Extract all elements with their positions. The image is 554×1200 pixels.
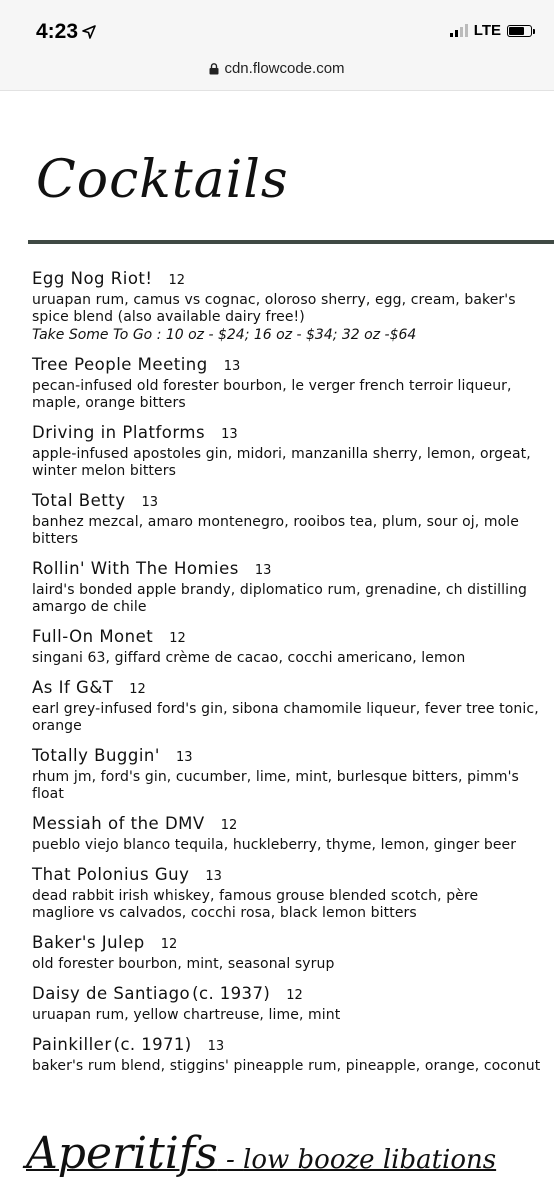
menu-item-name: As If G&T bbox=[32, 678, 114, 697]
menu-item bbox=[32, 677, 542, 735]
url-bar[interactable] bbox=[0, 60, 554, 77]
menu-item-header bbox=[32, 268, 542, 292]
menu-item-price: 13 bbox=[141, 495, 159, 510]
status-time: 4:23 bbox=[36, 20, 96, 44]
aperitifs-separator: - bbox=[217, 1145, 244, 1175]
browser-chrome bbox=[0, 0, 554, 91]
url-text: cdn.flowcode.com bbox=[224, 60, 345, 77]
menu-item-description: rhum jm, ford's gin, cucumber, lime, mint, burlesque bitters, pimm's float bbox=[32, 769, 519, 802]
menu-item-description: uruapan rum, camus vs cognac, oloroso sherry, egg, cream, baker's spice blend (also available dairy free!) bbox=[32, 292, 516, 325]
menu-item-description: dead rabbit irish whiskey, famous grouse blended scotch, père magliore vs calvados, cocchi rosa, black lemon bitters bbox=[32, 888, 479, 921]
status-indicators bbox=[450, 22, 532, 39]
menu-item bbox=[32, 983, 542, 1024]
menu-item-price: 12 bbox=[168, 273, 186, 288]
menu-item-name: Daisy de Santiago bbox=[32, 984, 191, 1003]
menu-item-price: 13 bbox=[223, 359, 241, 374]
menu-item-price: 13 bbox=[175, 750, 193, 765]
menu-item-price: 13 bbox=[205, 869, 222, 884]
menu-item-header bbox=[32, 354, 542, 378]
menu-item-year: (c. 1971) bbox=[113, 1035, 192, 1054]
menu-item-header bbox=[32, 422, 542, 446]
menu-item-name: Painkiller bbox=[32, 1035, 112, 1054]
menu-item-price: 13 bbox=[221, 427, 238, 442]
battery-icon bbox=[507, 25, 532, 37]
menu-item bbox=[32, 864, 542, 922]
menu-item-name: Full-On Monet bbox=[32, 627, 154, 646]
menu-item-header bbox=[32, 864, 542, 888]
menu-item bbox=[32, 558, 542, 616]
menu-item bbox=[32, 1034, 542, 1075]
menu-item-header bbox=[32, 932, 542, 956]
menu-item-name: Driving in Platforms bbox=[32, 423, 206, 442]
menu-item-price: 12 bbox=[129, 682, 146, 697]
cocktail-list bbox=[32, 268, 542, 1085]
menu-item-name: Baker's Julep bbox=[32, 933, 145, 952]
menu-item-description: singani 63, giffard crème de cacao, cocchi americano, lemon bbox=[32, 650, 466, 666]
menu-item-price: 12 bbox=[286, 988, 303, 1003]
menu-item-header bbox=[32, 1034, 542, 1058]
menu-item-description: banhez mezcal, amaro montenegro, rooibos tea, plum, sour oj, mole bitters bbox=[32, 514, 519, 547]
aperitifs-title: Aperitifs bbox=[26, 1128, 218, 1179]
menu-item-price: 12 bbox=[160, 937, 178, 952]
menu-item-description: old forester bourbon, mint, seasonal syrup bbox=[32, 956, 335, 972]
menu-item-header bbox=[32, 626, 542, 650]
title-divider bbox=[28, 240, 554, 244]
location-arrow-icon bbox=[82, 25, 96, 39]
menu-item-name: That Polonius Guy bbox=[32, 865, 190, 884]
menu-item bbox=[32, 490, 542, 548]
menu-item-header bbox=[32, 745, 542, 769]
menu-item-header bbox=[32, 813, 542, 837]
menu-item bbox=[32, 422, 542, 480]
section-title-cocktails: Cocktails bbox=[36, 150, 289, 210]
menu-item bbox=[32, 354, 542, 412]
menu-item-name: Egg Nog Riot! bbox=[32, 269, 153, 288]
menu-item-price: 12 bbox=[220, 818, 238, 833]
menu-item-header bbox=[32, 558, 542, 582]
menu-item-header bbox=[32, 677, 542, 701]
menu-item-year: (c. 1937) bbox=[192, 984, 271, 1003]
menu-item-description: earl grey-infused ford's gin, sibona chamomile liqueur, fever tree tonic, orange bbox=[32, 701, 539, 734]
signal-icon bbox=[450, 24, 468, 37]
menu-item bbox=[32, 932, 542, 973]
menu-item bbox=[32, 745, 542, 803]
menu-item-name: Total Betty bbox=[32, 491, 126, 510]
menu-item-description: apple-infused apostoles gin, midori, manzanilla sherry, lemon, orgeat, winter melon bitters bbox=[32, 446, 531, 479]
menu-item-name: Totally Buggin' bbox=[32, 746, 160, 765]
menu-item-price: 13 bbox=[254, 563, 272, 578]
menu-item-description: uruapan rum, yellow chartreuse, lime, mint bbox=[32, 1007, 341, 1023]
menu-item-description: laird's bonded apple brandy, diplomatico rum, grenadine, ch distilling amargo de chile bbox=[32, 582, 528, 615]
menu-item-header bbox=[32, 983, 542, 1007]
menu-item-name: Rollin' With The Homies bbox=[32, 559, 239, 578]
menu-item-description: baker's rum blend, stiggins' pineapple rum, pineapple, orange, coconut bbox=[32, 1058, 541, 1074]
menu-item bbox=[32, 268, 542, 344]
menu-item bbox=[32, 626, 542, 667]
menu-item-description: pueblo viejo blanco tequila, huckleberry, thyme, lemon, ginger beer bbox=[32, 837, 517, 853]
lock-icon bbox=[209, 63, 219, 75]
menu-item-price: 12 bbox=[169, 631, 186, 646]
menu-item-name: Tree People Meeting bbox=[32, 355, 208, 374]
menu-item-header bbox=[32, 490, 542, 514]
aperitifs-subtitle: low booze libations bbox=[243, 1145, 497, 1175]
menu-item-name: Messiah of the DMV bbox=[32, 814, 205, 833]
menu-item-price: 13 bbox=[207, 1039, 225, 1054]
menu-item-description: pecan-infused old forester bourbon, le verger french terroir liqueur, maple, orange bitters bbox=[32, 378, 512, 411]
menu-item-note: Take Some To Go : 10 oz - $24; 16 oz - $34; 32 oz -$64 bbox=[32, 327, 417, 343]
menu-item bbox=[32, 813, 542, 854]
section-title-aperitifs bbox=[26, 1128, 496, 1179]
network-type: LTE bbox=[473, 22, 501, 39]
